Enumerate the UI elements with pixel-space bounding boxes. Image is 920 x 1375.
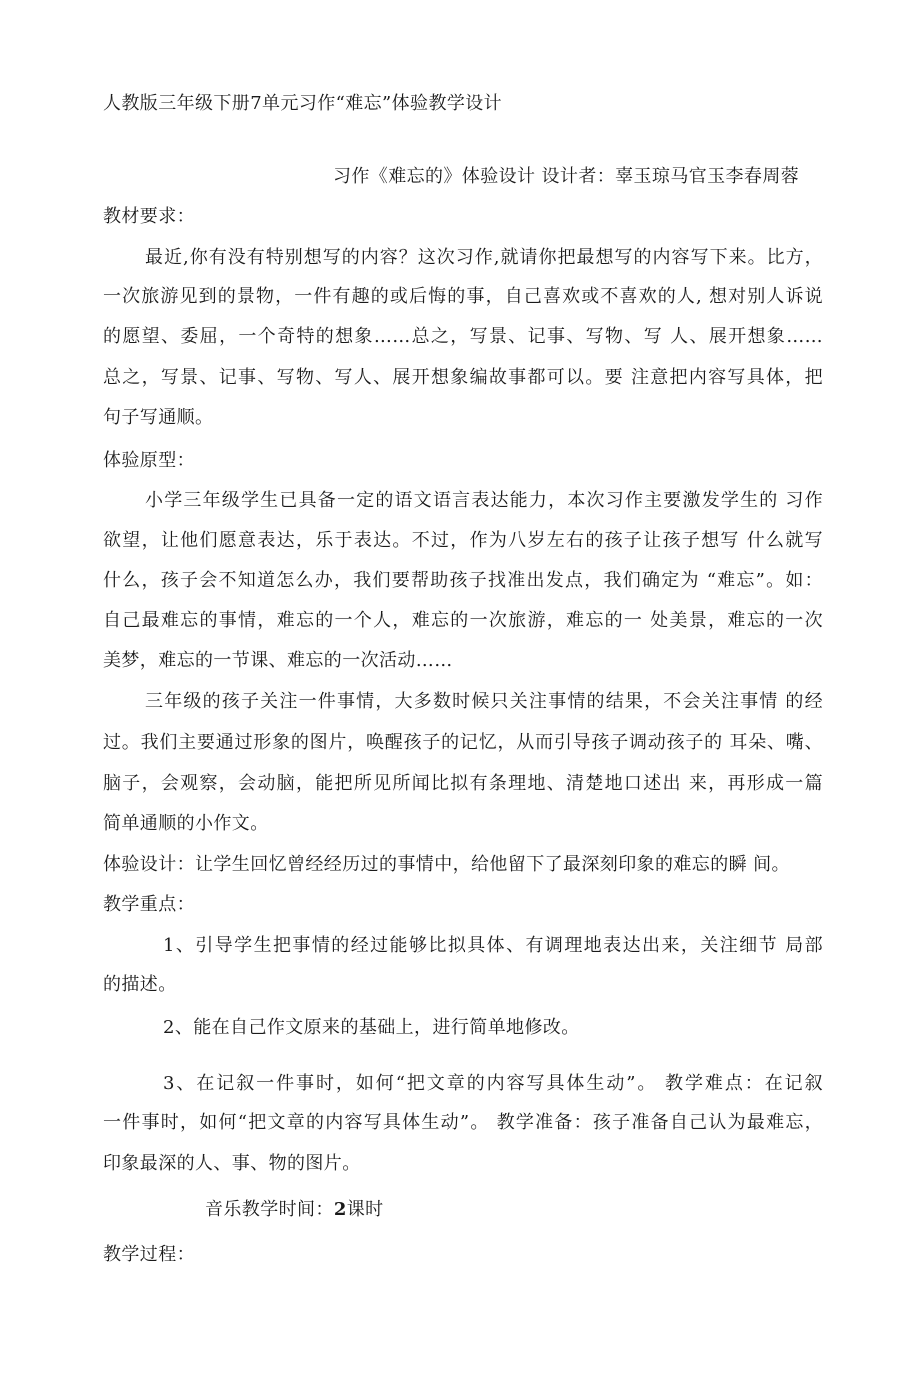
prototype-line: 脑子，会观察，会动脑，能把所见所闻比拟有条理地、清楚地口述出 来，再形成一篇 (103, 773, 823, 794)
teaching-time-value: 2 (333, 1199, 347, 1220)
teaching-time-label: 音乐教学时间： (205, 1199, 334, 1220)
process-heading: 教学过程： (103, 1244, 195, 1265)
focus-item-2: 2、能在自己作文原来的基础上，进行简单地修改。 (163, 1017, 580, 1038)
document-title: 人教版三年级下册7单元习作“难忘”体验教学设计 (103, 93, 503, 114)
material-line: 总之，写景、记事、写物、写人、展开想象编故事都可以。要 注意把内容写具体，把 (103, 367, 823, 388)
design-line: 体验设计：让学生回忆曾经经历过的事情中，给他留下了最深刻印象的难忘的瞬 间。 (103, 854, 790, 875)
prototype-line: 小学三年级学生已具备一定的语文语言表达能力，本次习作主要激发学生的 习作 (145, 490, 823, 511)
teaching-time-unit: 课时 (346, 1199, 384, 1220)
prototype-line: 欲望，让他们愿意表达，乐于表达。不过，作为八岁左右的孩子让孩子想写 什么就写 (103, 530, 823, 551)
material-line: 最近,你有没有特别想写的内容？这次习作,就请你把最想写的内容写下来。比方， (145, 247, 823, 268)
focus-item-3: 3、在记叙一件事时，如何“把文章的内容写具体生动”。 教学难点：在记叙 (163, 1073, 823, 1094)
focus-item-3: 印象最深的人、事、物的图片。 (103, 1153, 361, 1174)
prototype-line: 简单通顺的小作文。 (103, 813, 269, 834)
prototype-line: 自己最难忘的事情，难忘的一个人，难忘的一次旅游，难忘的一 处美景，难忘的一次 (103, 610, 823, 631)
material-line: 句子写通顺。 (103, 407, 214, 428)
prototype-line: 什么，孩子会不知道怎么办，我们要帮助孩子找准出发点，我们确定为 “难忘”。如： (103, 570, 823, 591)
document-subtitle: 习作《难忘的》体验设计 设计者：辜玉琼马官玉李春周蓉 (333, 166, 800, 187)
focus-heading: 教学重点： (103, 894, 195, 915)
prototype-heading: 体验原型： (103, 450, 195, 471)
focus-item-1: 1、引导学生把事情的经过能够比拟具体、有调理地表达出来，关注细节 局部 (163, 935, 823, 956)
material-heading: 教材要求： (103, 206, 195, 227)
teaching-time (205, 1198, 605, 1222)
material-line: 一次旅游见到的景物，一件有趣的或后悔的事，自己喜欢或不喜欢的人, 想对别人诉说 (103, 286, 823, 307)
focus-item-3: 一件事时，如何“把文章的内容写具体生动”。 教学准备：孩子准备自己认为最难忘， (103, 1112, 823, 1133)
material-line: 的愿望、委屈，一个奇特的想象……总之，写景、记事、写物、写 人、展开想象…… (103, 326, 823, 347)
prototype-line: 三年级的孩子关注一件事情，大多数时候只关注事情的结果，不会关注事情 的经 (145, 691, 823, 712)
prototype-line: 美梦，难忘的一节课、难忘的一次活动…… (103, 650, 453, 671)
focus-item-1: 的描述。 (103, 974, 177, 995)
prototype-line: 过。我们主要通过形象的图片，唤醒孩子的记忆，从而引导孩子调动孩子的 耳朵、嘴、 (103, 732, 823, 753)
